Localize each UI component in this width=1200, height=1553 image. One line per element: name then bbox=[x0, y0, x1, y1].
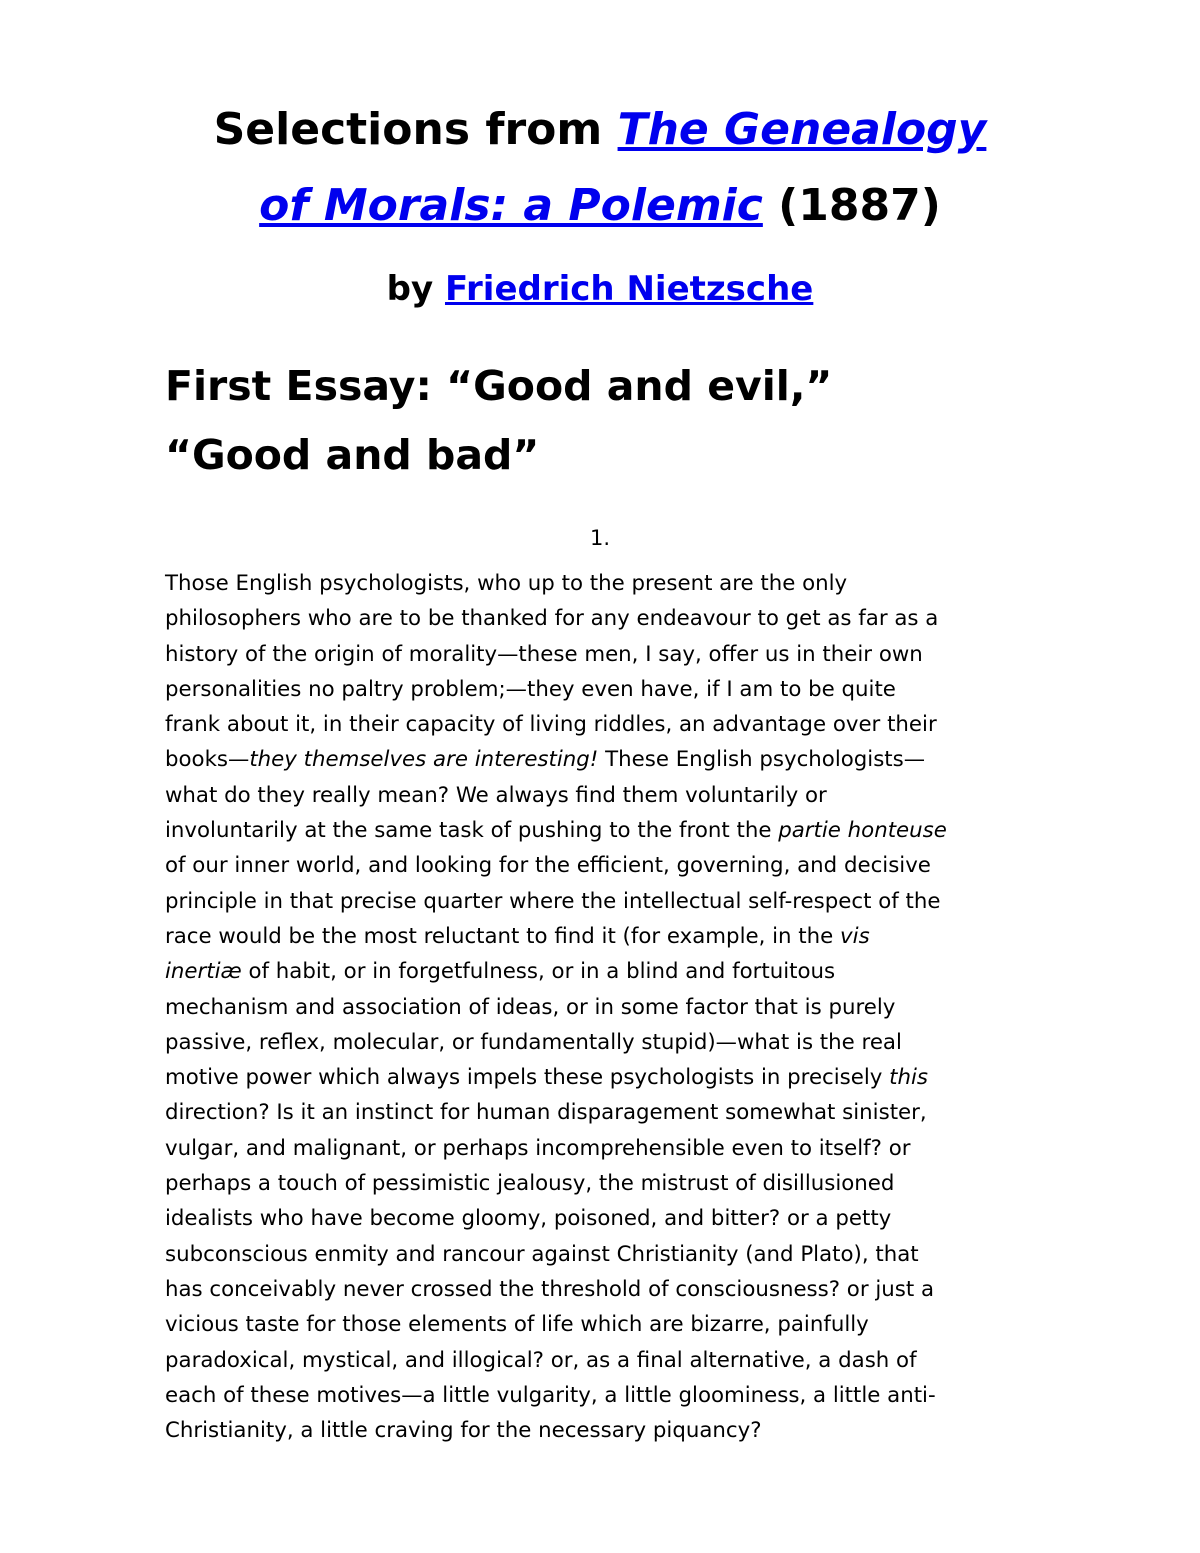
text-line bbox=[165, 742, 1035, 777]
text-line: subconscious enmity and rancour against Christianity (and Plato), that bbox=[165, 1241, 919, 1267]
emphasis-text: this bbox=[889, 1065, 929, 1091]
text-segment: involuntarily at the same task of pushing to the front the bbox=[165, 818, 779, 844]
emphasis-text: vis bbox=[840, 923, 870, 949]
text-line: frank about it, in their capacity of living riddles, an advantage over their bbox=[165, 712, 937, 738]
essay-heading-line1: First Essay: “Good and evil,” bbox=[165, 362, 833, 410]
text-line: has conceivably never crossed the threshold of consciousness? or just a bbox=[165, 1276, 935, 1302]
text-line: personalities no paltry problem;—they even have, if I am to be quite bbox=[165, 676, 896, 702]
text-segment: of habit, or in forgetfulness, or in a blind and fortuitous bbox=[241, 959, 836, 985]
text-line: history of the origin of morality—these men, I say, offer us in their own bbox=[165, 641, 923, 667]
text-line: each of these motives—a little vulgarity, a little gloominess, a little anti- bbox=[165, 1382, 936, 1408]
text-line: Christianity, a little craving for the necessary piquancy? bbox=[165, 1418, 762, 1444]
text-line: mechanism and association of ideas, or in some factor that is purely bbox=[165, 994, 896, 1020]
text-segment: books— bbox=[165, 747, 250, 773]
text-line: principle in that precise quarter where the intellectual self-respect of the bbox=[165, 888, 941, 914]
author-link[interactable]: Friedrich Nietzsche bbox=[444, 269, 814, 309]
emphasis-text: inertiæ bbox=[165, 959, 242, 985]
text-line bbox=[165, 1060, 1035, 1095]
byline-prefix: by bbox=[386, 269, 445, 309]
text-segment: race would be the most reluctant to find it (for example, in the bbox=[165, 923, 841, 949]
text-line: what do they really mean? We always find them voluntarily or bbox=[165, 782, 827, 808]
text-line: idealists who have become gloomy, poisoned, and bitter? or a petty bbox=[165, 1206, 892, 1232]
text-line: Those English psychologists, who up to the present are the only bbox=[165, 571, 848, 596]
text-segment: motive power which always impels these psychologists in precisely bbox=[165, 1065, 890, 1091]
title-link-line1: The Genealogy bbox=[617, 104, 987, 155]
byline bbox=[165, 266, 1035, 312]
text-line bbox=[165, 813, 1035, 848]
title-prefix: Selections from bbox=[213, 104, 618, 155]
section-number: 1. bbox=[589, 526, 611, 550]
essay-heading bbox=[165, 352, 1045, 490]
text-line: of our inner world, and looking for the efficient, governing, and decisive bbox=[165, 853, 931, 879]
text-line: vicious taste for those elements of life which are bizarre, painfully bbox=[165, 1312, 869, 1338]
essay-heading-line2: “Good and bad” bbox=[165, 431, 540, 479]
text-line: vulgar, and malignant, or perhaps incomprehensible even to itself? or bbox=[165, 1135, 911, 1161]
text-line: philosophers who are to be thanked for any endeavour to get as far as a bbox=[165, 606, 939, 632]
emphasis-text: partie honteuse bbox=[778, 818, 947, 844]
page-title bbox=[165, 92, 1035, 244]
text-line: perhaps a touch of pessimistic jealousy, the mistrust of disillusioned bbox=[165, 1171, 895, 1197]
text-segment: These English psychologists— bbox=[598, 747, 926, 773]
text-line bbox=[165, 954, 1035, 989]
text-line bbox=[165, 919, 1035, 954]
text-line: direction? Is it an instinct for human disparagement somewhat sinister, bbox=[165, 1100, 927, 1126]
title-link-line2: of Morals: a Polemic bbox=[259, 180, 763, 231]
emphasis-text: they themselves are interesting! bbox=[249, 747, 599, 773]
text-line: passive, reflex, molecular, or fundamentally stupid)—what is the real bbox=[165, 1029, 902, 1055]
title-year: (1887) bbox=[762, 180, 941, 231]
text-line: paradoxical, mystical, and illogical? or, as a final alternative, a dash of bbox=[165, 1347, 917, 1373]
body-paragraph bbox=[165, 566, 1035, 1448]
